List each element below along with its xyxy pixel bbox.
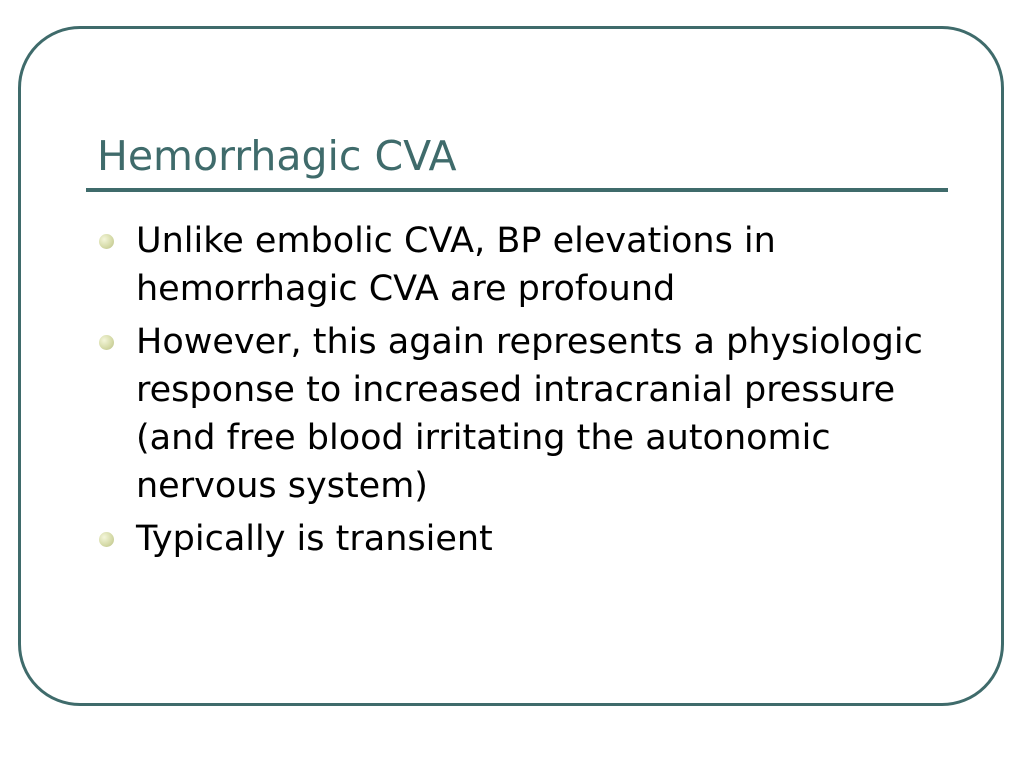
bullet-dot-icon [99, 234, 114, 249]
slide-title: Hemorrhagic CVA [97, 132, 457, 180]
bullet-text: However, this again represents a physiologic response to increased intracranial pressure (and free blood irritating the autonomic nervous system) [136, 322, 923, 506]
bullet-dot-icon [99, 335, 114, 350]
bullet-text: Typically is transient [136, 519, 493, 559]
bullet-item [96, 515, 926, 563]
bullet-dot-icon [99, 532, 114, 547]
title-divider [86, 188, 948, 192]
bullet-list [96, 217, 926, 568]
bullet-text: Unlike embolic CVA, BP elevations in hemorrhagic CVA are profound [136, 221, 776, 309]
bullet-item [96, 318, 926, 510]
bullet-item [96, 217, 926, 313]
